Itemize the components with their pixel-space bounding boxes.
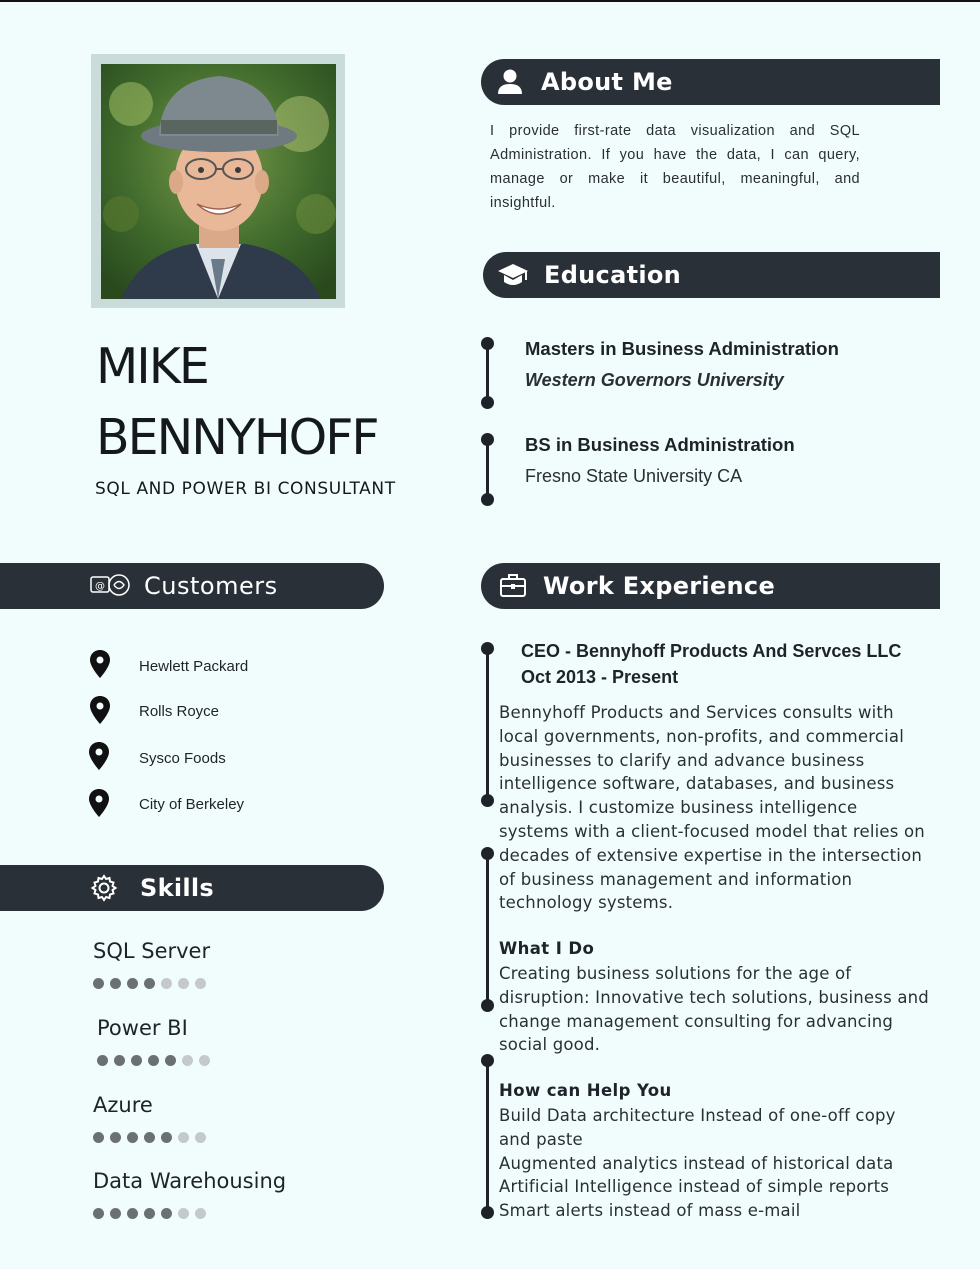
customer-item: Rolls Royce [139, 703, 220, 720]
education-degree: BS in Business Administration [525, 434, 795, 455]
text-line: Artificial Intelligence instead of simple reports [499, 1177, 890, 1197]
education-heading: Education [544, 261, 682, 289]
handshake-icon [90, 572, 130, 600]
text-line: local governments, non-profits, and commercial [499, 726, 904, 746]
rating-dot-filled [144, 1132, 155, 1143]
rating-dot-empty [161, 978, 172, 989]
rating-dot-empty [182, 1055, 193, 1066]
rating-dot-filled [110, 1208, 121, 1219]
text-line: businesses to clarify and advance business [499, 750, 865, 770]
job-heading [521, 638, 901, 690]
timeline-dot [481, 642, 494, 655]
rating-dot-empty [178, 1208, 189, 1219]
rating-dot-filled [97, 1055, 108, 1066]
rating-dot-filled [161, 1132, 172, 1143]
text-line: Build Data architecture Instead of one-off copy [499, 1106, 896, 1125]
text-line: social good. [499, 1035, 601, 1055]
text-line: decades of extensive expertise in the intersection [499, 845, 923, 865]
rating-dot-empty [195, 1208, 206, 1219]
timeline-dot [481, 794, 494, 807]
svg-text:@: @ [95, 581, 105, 592]
education-school: Fresno State University CA [525, 466, 743, 486]
skill-rating [93, 1208, 206, 1219]
text-line: disruption: Innovative tech solutions, business and [499, 987, 929, 1007]
skills-heading: Skills [140, 874, 215, 902]
rating-dot-filled [110, 978, 121, 989]
what-i-do-text [499, 962, 954, 1057]
map-pin-icon [89, 742, 109, 770]
customer-item: Hewlett Packard [139, 658, 249, 675]
gear-icon [90, 874, 118, 902]
text-line: Creating business solutions for the age of [499, 964, 852, 983]
first-name: MIKE [96, 338, 208, 395]
timeline-dot [481, 847, 494, 860]
skill-name: SQL Server [93, 939, 211, 963]
rating-dot-empty [199, 1055, 210, 1066]
about-heading: About Me [541, 68, 673, 96]
skill-rating [97, 1055, 210, 1066]
rating-dot-filled [127, 1132, 138, 1143]
briefcase-icon [499, 573, 527, 599]
rating-dot-filled [93, 1208, 104, 1219]
customer-item: Sysco Foods [139, 750, 226, 767]
skills-header [0, 865, 384, 911]
text-line: Augmented analytics instead of historical data [499, 1153, 894, 1173]
rating-dot-filled [144, 978, 155, 989]
timeline-dot [481, 493, 494, 506]
map-pin-icon [89, 789, 109, 817]
rating-dot-filled [131, 1055, 142, 1066]
work-timeline-line [486, 1060, 489, 1212]
education-timeline-line [486, 344, 489, 402]
rating-dot-empty [178, 1132, 189, 1143]
education-school: Western Governors University [525, 370, 784, 390]
skill-name: Power BI [97, 1016, 188, 1040]
about-text: I provide first-rate data visualization and SQL Administration. If you have the data, I can query, manage or make it beautiful, meaningful, and insightful. [490, 123, 860, 211]
skill-rating [93, 978, 206, 989]
work-timeline-line [486, 853, 489, 1005]
text-line: intelligence software, databases, and business [499, 774, 895, 794]
education-degree: Masters in Business Administration [525, 338, 839, 359]
about-header [481, 59, 940, 105]
timeline-dot [481, 1206, 494, 1219]
job-description [499, 701, 954, 915]
job-title: CEO - Bennyhoff Products And Servces LLC [521, 641, 902, 661]
rating-dot-filled [127, 978, 138, 989]
text-line: of business management and information [499, 869, 853, 889]
rating-dot-filled [165, 1055, 176, 1066]
what-i-do-heading: What I Do [499, 939, 595, 958]
work-timeline-line [486, 648, 489, 800]
text-line: systems with a client-focused model that relies on [499, 821, 925, 841]
customers-header [0, 563, 384, 609]
timeline-dot [481, 433, 494, 446]
education-timeline-line [486, 440, 489, 498]
rating-dot-filled [161, 1208, 172, 1219]
user-icon [495, 67, 525, 97]
graduation-cap-icon [496, 260, 530, 290]
rating-dot-filled [114, 1055, 125, 1066]
education-header [483, 252, 940, 298]
timeline-dot [481, 337, 494, 350]
rating-dot-filled [110, 1132, 121, 1143]
last-name: BENNYHOFF [96, 409, 378, 466]
rating-dot-empty [195, 978, 206, 989]
text-line: technology systems. [499, 893, 674, 913]
timeline-dot [481, 396, 494, 409]
rating-dot-filled [127, 1208, 138, 1219]
text-line: change management consulting for advancing [499, 1011, 894, 1031]
how-help-heading: How can Help You [499, 1081, 672, 1100]
job-dates: Oct 2013 - Present [521, 667, 679, 687]
how-help-text [499, 1104, 954, 1223]
customers-heading: Customers [144, 572, 278, 600]
text-line: Smart alerts instead of mass e-mail [499, 1201, 801, 1221]
text-line: Bennyhoff Products and Services consults with [499, 703, 894, 722]
rating-dot-filled [93, 978, 104, 989]
timeline-dot [481, 1054, 494, 1067]
rating-dot-filled [148, 1055, 159, 1066]
timeline-dot [481, 999, 494, 1012]
skill-rating [93, 1132, 206, 1143]
skill-name: Azure [93, 1093, 153, 1117]
rating-dot-empty [178, 978, 189, 989]
map-pin-icon [90, 650, 110, 678]
profile-photo [101, 64, 336, 299]
job-title-subtitle: SQL AND POWER BI CONSULTANT [95, 479, 396, 499]
skill-name: Data Warehousing [93, 1169, 287, 1193]
text-line: analysis. I customize business intelligence [499, 798, 858, 818]
map-pin-icon [90, 696, 110, 724]
rating-dot-filled [93, 1132, 104, 1143]
rating-dot-empty [195, 1132, 206, 1143]
work-header [481, 563, 940, 609]
customer-item: City of Berkeley [139, 796, 245, 813]
rating-dot-filled [144, 1208, 155, 1219]
work-heading: Work Experience [543, 572, 776, 600]
text-line: and paste [499, 1129, 583, 1149]
